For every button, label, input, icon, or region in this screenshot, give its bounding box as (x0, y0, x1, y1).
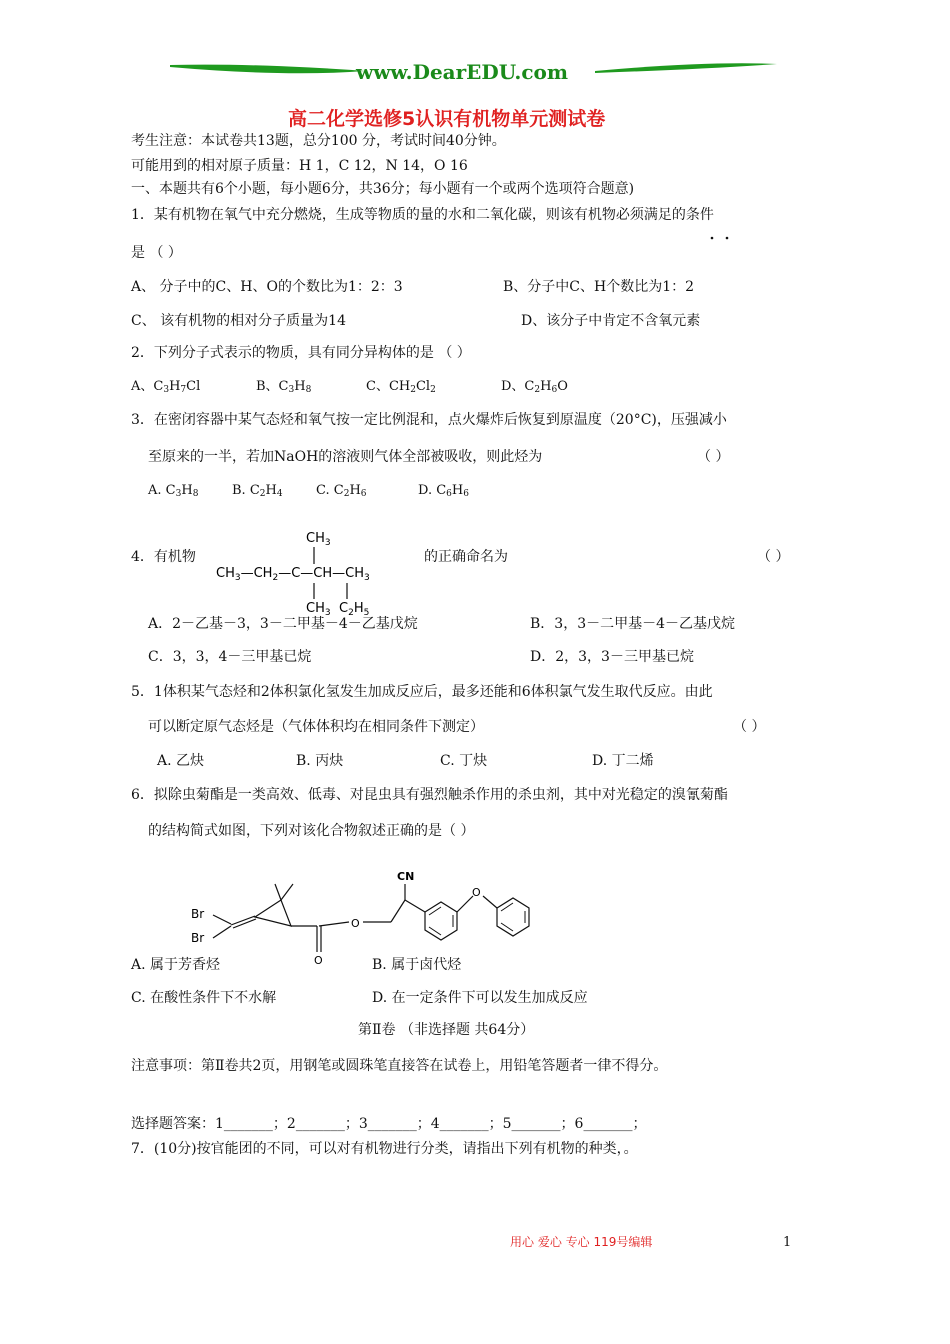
q6-stem-line1: 6．拟除虫菊酯是一类高效、低毒、对昆虫具有强烈触杀作用的杀虫剂，其中对光稳定的溴氰菊酯 (131, 787, 728, 803)
part2-title: 第Ⅱ卷 （非选择题 共64分） (358, 1022, 535, 1038)
q1-emphasis: 必须 (615, 207, 644, 223)
q5-stem-line1: 5．1体积某气态烃和2体积氯化氢发生加成反应后，最多还能和6体积氯气发生取代反应。由此 (131, 684, 713, 700)
answer-line: 选择题答案：1_______；2_______；3_______；4_______；5_______；6_______； (131, 1116, 647, 1132)
bromine-label-1: Br (191, 907, 205, 921)
q7-stem: 7．(10分)按官能团的不同，可以对有机物进行分类，请指出下列有机物的种类，。 (131, 1141, 638, 1157)
q3-stem-line1: 3．在密闭容器中某气态烃和氧气按一定比例混和，点火爆炸后恢复到原温度（20°C)，压强减小 (131, 412, 727, 428)
footer-text: 用心 爱心 专心 119号编辑 (510, 1235, 653, 1249)
q6-option-a: A. 属于芳香烃 (131, 957, 221, 973)
q4-stem-b: 的正确命名为 (424, 549, 508, 565)
q1-option-b: B、分子中C、H个数比为1：2 (503, 279, 695, 295)
formula-top-ch3: $CH_3$ (306, 531, 331, 548)
q4-option-a: A．2－乙基－3，3－二甲基－4－乙基戊烷 (148, 616, 418, 632)
q4-structural-formula (214, 528, 414, 616)
formula-bottom-ch3: $CH_3$ (306, 601, 331, 616)
left-swoosh (170, 65, 365, 74)
q4-option-d: D．2，3，3－三甲基已烷 (530, 649, 694, 665)
q1-option-d: D、该分子中肯定不含氧元素 (521, 313, 701, 329)
section-heading: 一、本题共有6个小题，每小题6分，共36分；每小题有一个或两个选项符合题意) (131, 181, 635, 197)
q1-option-a: A、 分子中的C、H、O的个数比为1：2：3 (131, 279, 403, 295)
carbonyl-oxygen-label: O (314, 954, 323, 967)
q3-bracket: （ ） (697, 449, 730, 465)
q1-stem-line2: 是 （ ） (131, 245, 182, 261)
q4-option-b: B．3，3－二甲基－4－乙基戊烷 (530, 616, 736, 632)
q6-stem-line2: 的结构简式如图，下列对该化合物叙述正确的是（ ） (148, 823, 475, 839)
page-title: 高二化学选修5认识有机物单元测试卷 (288, 108, 606, 130)
q6-structure-diagram (185, 860, 545, 970)
q5-stem-line2: 可以断定原气态烃是（气体体积均在相同条件下测定） (148, 719, 484, 735)
q1-stem (131, 206, 714, 224)
q3-stem-line2: 至原来的一半，若加NaOH的溶液则气体全部被吸收，则此烃为 (148, 449, 543, 465)
q5-option-b: B. 丙炔 (296, 753, 344, 769)
q2-option-b: B、$C_3H_8$ (256, 379, 312, 395)
ether-oxygen-label: O (472, 886, 481, 899)
q1-stem-a: 1．某有机物在氧气中充分燃烧，生成等物质的量的水和二氧化碳，则该有机物 (131, 207, 616, 223)
emphasis-dots (705, 226, 735, 232)
q2-option-a: A、$C_3H_7Cl$ (131, 379, 201, 395)
q5-option-a: A. 乙炔 (157, 753, 205, 769)
formula-bottom-c2h5: $C_2H_5$ (339, 601, 370, 616)
bromine-label-2: Br (191, 931, 205, 945)
nitrile-label: CN (397, 870, 415, 883)
q3-option-d: D. $C_6H_6$ (418, 483, 469, 499)
q5-option-d: D. 丁二烯 (592, 753, 654, 769)
q6-option-c: C. 在酸性条件下不水解 (131, 990, 277, 1006)
q2-option-c: C、$CH_2Cl_2$ (366, 379, 436, 395)
q4-bracket: （ ） (757, 549, 790, 565)
notice-line-2: 可能用到的相对原子质量：H 1，C 12，N 14，O 16 (131, 158, 468, 174)
q1-option-c: C、 该有机物的相对分子质量为14 (131, 313, 346, 329)
q3-option-a: A. $C_3H_8$ (148, 483, 199, 499)
page-number: 1 (783, 1235, 792, 1250)
q6-option-d: D. 在一定条件下可以发生加成反应 (372, 990, 588, 1006)
notice-line-1: 考生注意：本试卷共13题，总分100 分，考试时间40分钟。 (131, 133, 506, 149)
formula-main-chain: $CH_3—CH_2—C—CH—CH_3$ (216, 566, 370, 583)
q1-stem-b: 满足的条件 (643, 207, 714, 223)
q3-option-b: B. $C_2H_4$ (232, 483, 283, 499)
q2-stem: 2．下列分子式表示的物质，具有同分异构体的是 （ ） (131, 345, 471, 361)
q5-bracket: （ ） (733, 719, 766, 735)
q4-option-c: C．3，3，4－三甲基已烷 (148, 649, 312, 665)
q5-option-c: C. 丁炔 (440, 753, 488, 769)
right-swoosh (595, 63, 777, 73)
header-logo: www.DearEDU.com (356, 60, 569, 84)
q6-option-b: B. 属于卤代烃 (372, 957, 462, 973)
q4-stem-a: 4．有机物 (131, 549, 196, 565)
q3-option-c: C. $C_2H_6$ (316, 483, 367, 499)
ester-oxygen-label: O (351, 917, 360, 930)
q2-option-d: D、$C_2H_6O$ (501, 379, 568, 395)
part2-notice: 注意事项：第Ⅱ卷共2页，用钢笔或圆珠笔直接答在试卷上，用铅笔答题者一律不得分。 (131, 1058, 668, 1074)
